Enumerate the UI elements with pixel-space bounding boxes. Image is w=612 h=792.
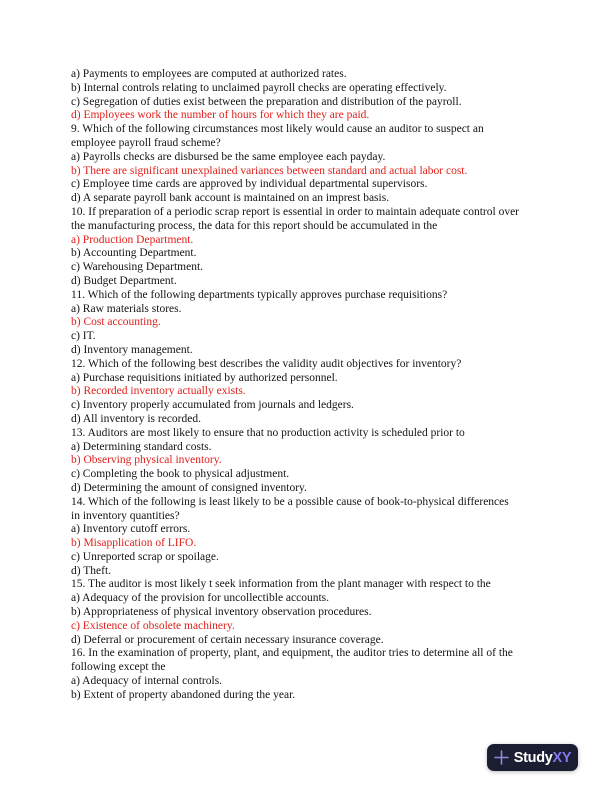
text-line: 10. If preparation of a periodic scrap report is essential in order to maintain adequate control over: [71, 205, 520, 218]
studyxy-logo: [487, 744, 578, 771]
brand-prefix: Study: [513, 749, 553, 766]
text-line: b) Internal controls relating to unclaimed payroll checks are operating effectively.: [71, 81, 447, 94]
brand-text: [514, 750, 572, 766]
text-line: d) Deferral or procurement of certain necessary insurance coverage.: [71, 633, 384, 646]
text-line: c) Existence of obsolete machinery.: [71, 619, 235, 632]
brand-suffix: XY: [552, 749, 572, 766]
text-line: 13. Auditors are most likely to ensure that no production activity is scheduled prior to: [71, 426, 465, 439]
text-line: c) Employee time cards are approved by individual departmental supervisors.: [71, 178, 428, 191]
text-line: c) IT.: [71, 330, 96, 343]
text-line: b) Observing physical inventory.: [71, 454, 222, 467]
text-line: d) A separate payroll bank account is maintained on an imprest basis.: [71, 192, 390, 205]
text-line: d) All inventory is recorded.: [71, 412, 201, 425]
text-line: a) Determining standard costs.: [71, 440, 212, 453]
text-line: c) Unreported scrap or spoilage.: [71, 550, 219, 563]
text-line: a) Purchase requisitions initiated by authorized personnel.: [71, 371, 338, 384]
text-line: c) Completing the book to physical adjustment.: [71, 468, 290, 481]
plus-icon: [494, 750, 509, 765]
text-line: c) Inventory properly accumulated from journals and ledgers.: [71, 399, 354, 412]
text-line: following except the: [71, 661, 166, 674]
text-line: d) Inventory management.: [71, 343, 193, 356]
text-line: a) Production Department.: [71, 233, 194, 246]
text-line: b) Misapplication of LIFO.: [71, 537, 197, 550]
text-line: b) Recorded inventory actually exists.: [71, 385, 246, 398]
text-line: a) Raw materials stores.: [71, 302, 182, 315]
text-line: b) There are significant unexplained variances between standard and actual labor cost.: [71, 164, 468, 177]
text-line: d) Employees work the number of hours for which they are paid.: [71, 109, 370, 122]
text-line: the manufacturing process, the data for this report should be accumulated in the: [71, 219, 438, 232]
text-line: a) Payrolls checks are disbursed be the same employee each payday.: [71, 150, 386, 163]
text-line: c) Segregation of duties exist between the preparation and distribution of the payroll.: [71, 95, 462, 108]
text-line: a) Inventory cutoff errors.: [71, 523, 191, 536]
text-line: b) Cost accounting.: [71, 316, 161, 329]
text-line: 12. Which of the following best describes the validity audit objectives for inventory?: [71, 357, 462, 370]
text-line: a) Adequacy of internal controls.: [71, 675, 223, 688]
text-line: in inventory quantities?: [71, 509, 180, 522]
text-line: 9. Which of the following circumstances most likely would cause an auditor to suspect an: [71, 123, 484, 136]
text-line: d) Theft.: [71, 564, 112, 577]
text-line: employee payroll fraud scheme?: [71, 136, 221, 149]
document-text-block: [71, 68, 551, 703]
text-line: 11. Which of the following departments typically approves purchase requisitions?: [71, 288, 448, 301]
text-line: d) Determining the amount of consigned inventory.: [71, 481, 307, 494]
text-line: b) Extent of property abandoned during the year.: [71, 688, 296, 701]
text-line: 14. Which of the following is least likely to be a possible cause of book-to-physical differences: [71, 495, 509, 508]
text-line: 15. The auditor is most likely t seek information from the plant manager with respect to the: [71, 578, 491, 591]
text-line: a) Adequacy of the provision for uncollectible accounts.: [71, 592, 330, 605]
text-line: d) Budget Department.: [71, 274, 177, 287]
text-line: c) Warehousing Department.: [71, 261, 204, 274]
text-line: b) Appropriateness of physical inventory observation procedures.: [71, 606, 372, 619]
text-line: 16. In the examination of property, plant, and equipment, the auditor tries to determine all of the: [71, 647, 513, 660]
text-line: a) Payments to employees are computed at authorized rates.: [71, 68, 347, 80]
text-line: b) Accounting Department.: [71, 247, 197, 260]
